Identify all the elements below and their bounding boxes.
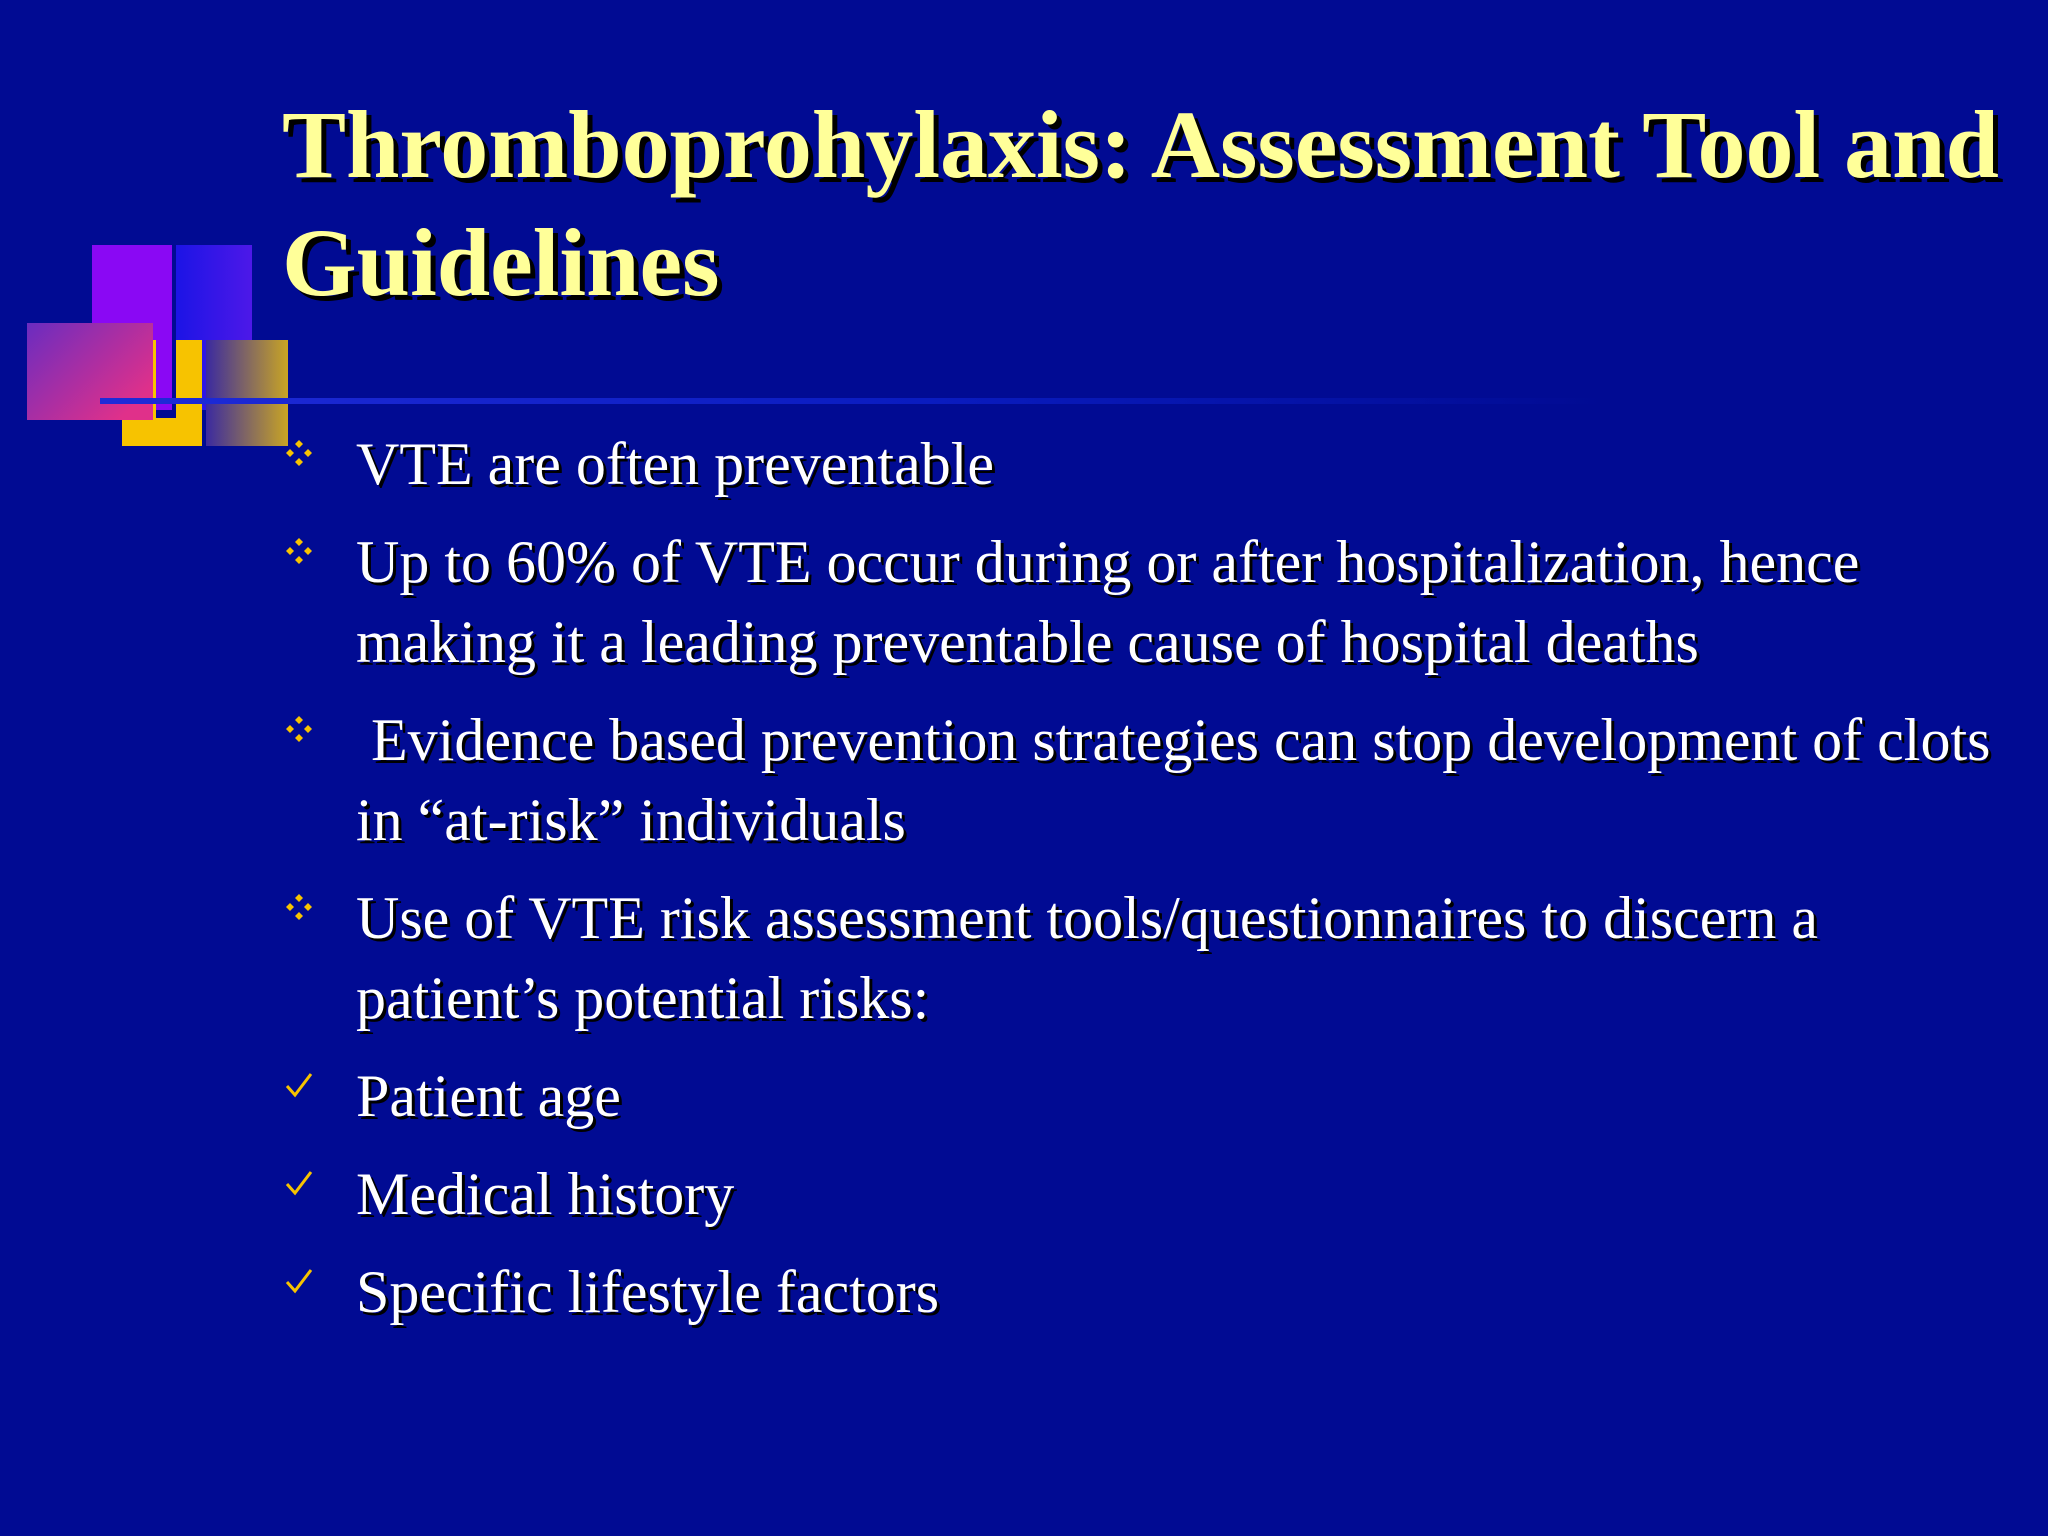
checkmark-icon [284,1266,314,1296]
bullet-text: Medical history [356,1161,735,1227]
checkmark-icon [284,1070,314,1100]
bullet-text: Specific lifestyle factors [356,1259,940,1325]
diamond-bullet-icon [284,714,314,744]
slide-title: Thromboprohylaxis: Assessment Tool and Guidelines [282,91,1999,316]
bullet-item [270,700,2010,860]
bullet-text: Use of VTE risk assessment tools/questionnaires to discern a patient’s potential risks: [356,885,1818,1031]
diamond-bullet-icon [284,438,314,468]
bullet-item [270,1154,2010,1234]
diamond-bullet-icon [284,536,314,566]
yellow-bar-bottom [122,418,202,446]
bullet-text: VTE are often preventable [356,431,994,497]
bullet-item [270,522,2010,682]
bullet-list [270,424,2010,1350]
bullet-item [270,878,2010,1038]
bullet-text: Patient age [356,1063,621,1129]
checkmark-icon [284,1168,314,1198]
bullet-text: Evidence based prevention strategies can stop development of clots in “at-risk” individuals [356,707,2006,853]
bullet-item [270,1056,2010,1136]
bullet-text: Up to 60% of VTE occur during or after hospitalization, hence making it a leading preventable cause of hospital deaths [356,529,1860,675]
decorative-squares [0,0,300,460]
bullet-item [270,1252,2010,1332]
title-divider [100,398,1600,404]
diamond-bullet-icon [284,892,314,922]
pink-gradient-square [27,323,153,420]
bullet-item [270,424,2010,504]
